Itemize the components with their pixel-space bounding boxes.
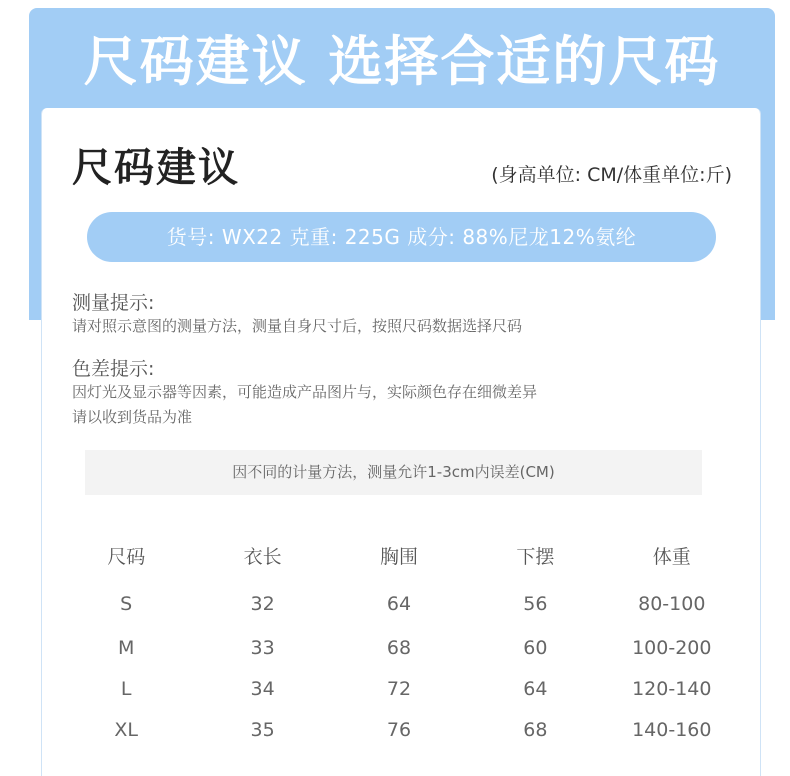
table-row	[58, 580, 740, 627]
size-table	[58, 530, 740, 750]
cell-size: M	[117, 636, 135, 659]
measure-hint-text: 请对照示意图的测量方法，测量自身尺寸后，按照尺码数据选择尺码	[72, 317, 523, 335]
cell-length: 32	[250, 592, 275, 615]
cell-hem: 64	[523, 677, 548, 700]
color-hint-text-2: 请以收到货品为准	[72, 408, 193, 426]
header-length: 衣长	[243, 545, 282, 568]
cell-hem: 68	[523, 718, 548, 741]
cell-length: 35	[250, 718, 275, 741]
product-spec-pill: 货号: WX22 克重: 225G 成分: 88%尼龙12%氨纶	[87, 212, 716, 262]
cell-length: 34	[250, 677, 275, 700]
table-row	[58, 668, 740, 709]
cell-weight: 140-160	[632, 718, 712, 741]
card-title: 尺码建议	[72, 145, 240, 191]
cell-size: S	[120, 592, 133, 615]
unit-note: (身高单位: CM/体重单位:斤)	[491, 164, 732, 186]
cell-hem: 60	[523, 636, 548, 659]
measure-hint-title: 测量提示:	[72, 292, 155, 314]
cell-weight: 120-140	[632, 677, 712, 700]
cell-size: XL	[114, 718, 138, 741]
cell-chest: 64	[386, 592, 412, 615]
header-chest: 胸围	[379, 545, 418, 568]
cell-chest: 68	[386, 636, 412, 659]
table-row	[58, 709, 740, 750]
cell-size: L	[120, 677, 132, 700]
table-row	[58, 627, 740, 668]
cell-chest: 72	[386, 677, 412, 700]
cell-hem: 56	[523, 592, 548, 615]
page-banner-title: 尺码建议 选择合适的尺码	[83, 30, 721, 93]
measure-tolerance-note: 因不同的计量方法，测量允许1-3cm内误差(CM)	[85, 450, 702, 495]
size-table-header-row	[58, 530, 740, 580]
color-hint-text-1: 因灯光及显示器等因素，可能造成产品图片与，实际颜色存在细微差异	[72, 383, 538, 401]
header-size: 尺码	[107, 545, 146, 568]
cell-chest: 76	[386, 718, 412, 741]
header-hem: 下摆	[516, 545, 555, 568]
cell-length: 33	[250, 636, 275, 659]
cell-weight: 80-100	[638, 592, 706, 615]
color-hint-title: 色差提示:	[72, 358, 155, 380]
cell-weight: 100-200	[632, 636, 712, 659]
header-weight: 体重	[652, 545, 691, 568]
